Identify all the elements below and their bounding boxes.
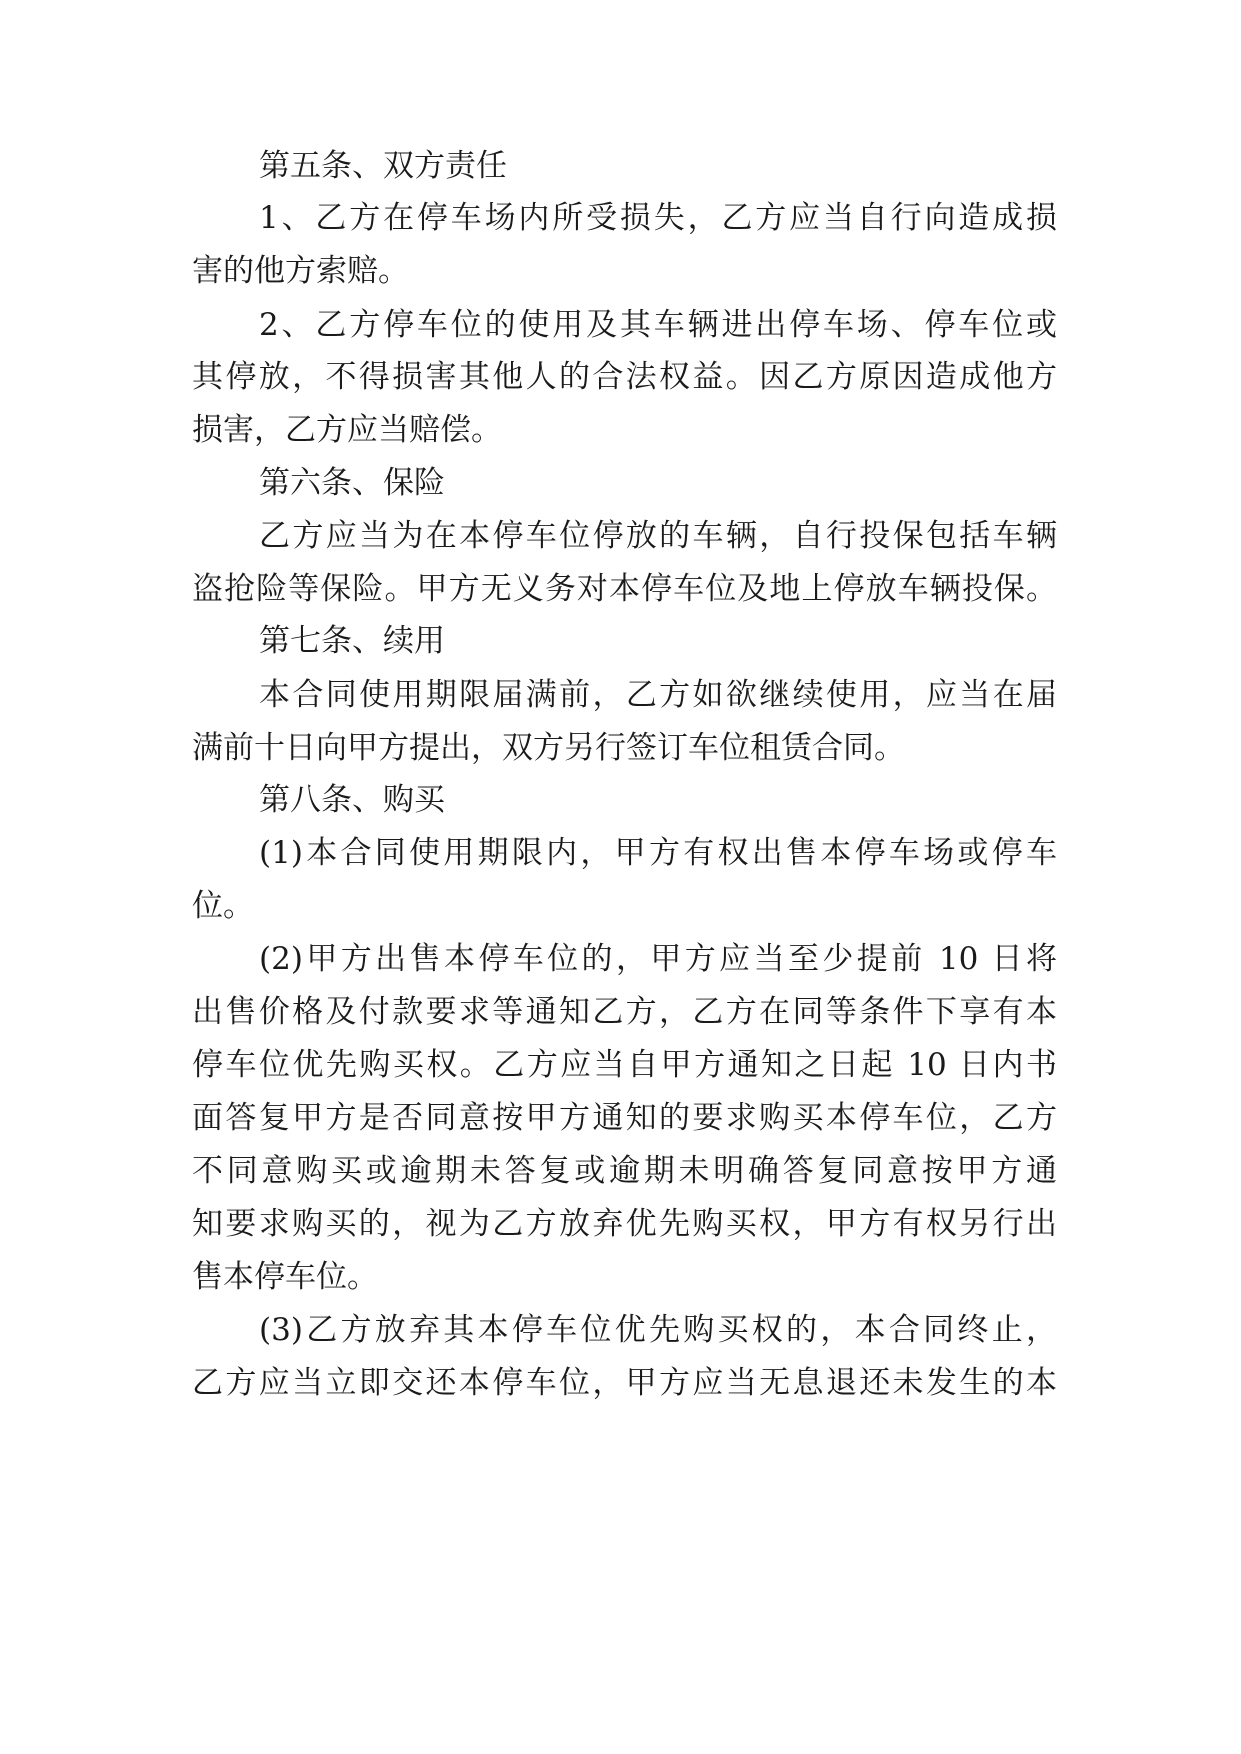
article-8-clause-2-line-4: 面答复甲方是否同意按甲方通知的要求购买本停车位，乙方: [192, 1100, 1057, 1136]
article-8-heading: 第八条、购买: [259, 782, 445, 818]
article-5-clause-2-line-2: 其停放，不得损害其他人的合法权益。因乙方原因造成他方: [192, 359, 1057, 395]
article-8-clause-2-line-3: 停车位优先购买权。乙方应当自甲方通知之日起 10 日内书: [192, 1047, 1057, 1083]
article-8-clause-2-line-1: (2)甲方出售本停车位的，甲方应当至少提前 10 日将: [259, 941, 1057, 977]
article-8-clause-3-line-1: (3)乙方放弃其本停车位优先购买权的，本合同终止，: [259, 1312, 1057, 1348]
article-6-body-line-1: 乙方应当为在本停车位停放的车辆，自行投保包括车辆: [259, 518, 1057, 554]
article-8-clause-1-line-2: 位。: [192, 888, 254, 924]
article-5-clause-1-line-1: 1、乙方在停车场内所受损失，乙方应当自行向造成损: [259, 200, 1057, 236]
article-5-clause-2-line-3: 损害，乙方应当赔偿。: [192, 412, 502, 448]
article-8-clause-2-line-5: 不同意购买或逾期未答复或逾期未明确答复同意按甲方通: [192, 1153, 1057, 1189]
article-8-clause-3-line-2: 乙方应当立即交还本停车位，甲方应当无息退还未发生的本: [192, 1365, 1057, 1401]
article-6-body-line-2: 盗抢险等保险。甲方无义务对本停车位及地上停放车辆投保。: [192, 571, 1057, 607]
article-7-body-line-1: 本合同使用期限届满前，乙方如欲继续使用，应当在届: [259, 677, 1057, 713]
article-5-clause-1-line-2: 害的他方索赔。: [192, 253, 409, 289]
article-8-clause-2-line-7: 售本停车位。: [192, 1259, 378, 1295]
article-8-clause-2-line-2: 出售价格及付款要求等通知乙方，乙方在同等条件下享有本: [192, 994, 1057, 1030]
article-6-heading: 第六条、保险: [259, 465, 445, 501]
article-8-clause-2-line-6: 知要求购买的，视为乙方放弃优先购买权，甲方有权另行出: [192, 1206, 1057, 1242]
article-5-heading: 第五条、双方责任: [259, 148, 507, 184]
article-8-clause-1-line-1: (1)本合同使用期限内，甲方有权出售本停车场或停车: [259, 835, 1057, 871]
article-7-body-line-2: 满前十日向甲方提出，双方另行签订车位租赁合同。: [192, 730, 905, 766]
article-5-clause-2-line-1: 2、乙方停车位的使用及其车辆进出停车场、停车位或: [259, 307, 1057, 343]
article-7-heading: 第七条、续用: [259, 623, 445, 659]
